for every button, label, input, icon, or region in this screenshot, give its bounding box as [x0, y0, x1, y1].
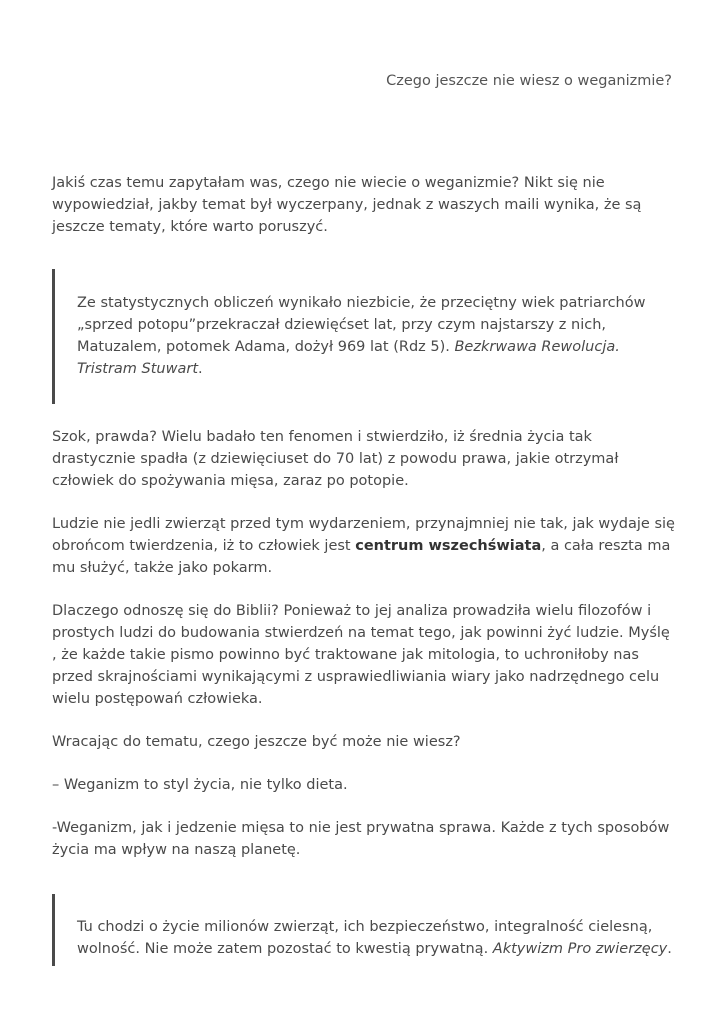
quote-text: Tu chodzi o życie milionów zwierząt, ich bezpieczeństwo, integralność cielesną, wolność. Nie może zatem pozostać to kwestią prywatną. [77, 919, 653, 957]
article-body [52, 172, 677, 966]
paragraph-private: -Weganizm, jak i jedzenie mięsa to nie jest prywatna sprawa. Każde z tych sposobów życia ma wpływ na naszą planetę. [52, 820, 670, 858]
paragraph-shock: Szok, prawda? Wielu badało ten fenomen i stwierdziło, iż średnia życia tak drastycznie spadła (z dziewięciuset do 70 lat) z powodu prawa, jakie otrzymał człowiek do spożywania mięsa, zaraz po potopie. [52, 429, 619, 489]
paragraph-bible: Dlaczego odnoszę się do Biblii? Ponieważ to jej analiza prowadziła wielu filozofów i prostych ludzi do budowania stwierdzeń na temat tego, jak powinni żyć ludzie. Myślę , że każde takie pismo powinno być traktowane jak mitologia, to uchroniłoby nas przed skrajnościami wynikającymi z usprawiedliwiania wiary jako nadrzędnego celu wielu postępowań człowieka. [52, 603, 670, 707]
quote-end: . [198, 361, 203, 377]
page-title: Czego jeszcze nie wiesz o weganizmie? [386, 73, 672, 89]
blockquote-patriarchs [52, 269, 677, 404]
bold-phrase: centrum wszechświata [355, 538, 542, 554]
paragraph-return: Wracając do tematu, czego jeszcze być może nie wiesz? [52, 734, 461, 750]
quote-paragraph [77, 292, 677, 380]
quote-paragraph [77, 916, 677, 960]
quote-end: . [667, 941, 672, 957]
paragraph-people-text: Ludzie nie jedli zwierząt przed tym wydarzeniem, przynajmniej nie tak, jak wydaje się obrońcom twierdzenia, iż to człowiek jest [52, 516, 675, 554]
quote-source: Aktywizm Pro zwierzęcy [492, 941, 668, 957]
paragraph-lifestyle: – Weganizm to styl życia, nie tylko dieta. [52, 777, 348, 793]
intro-paragraph: Jakiś czas temu zapytałam was, czego nie wiecie o weganizmie? Nikt się nie wypowiedział, jakby temat był wyczerpany, jednak z waszych maili wynika, że są jeszcze tematy, które warto poruszyć. [52, 175, 642, 235]
quote-source: Bezkrwawa Rewolucja. Tristram Stuwart [77, 339, 620, 377]
blockquote-activism [52, 894, 677, 966]
paragraph-people [52, 513, 677, 579]
quote-text: Ze statystycznych obliczeń wynikało niezbicie, że przeciętny wiek patriarchów „sprzed potopu”przekraczał dziewięćset lat, przy czym najstarszy z nich, Matuzalem, potomek Adama, dożył 969 lat (Rdz 5). [77, 295, 646, 355]
paragraph-people-tail: , a cała reszta ma mu służyć, także jako pokarm. [52, 538, 671, 576]
